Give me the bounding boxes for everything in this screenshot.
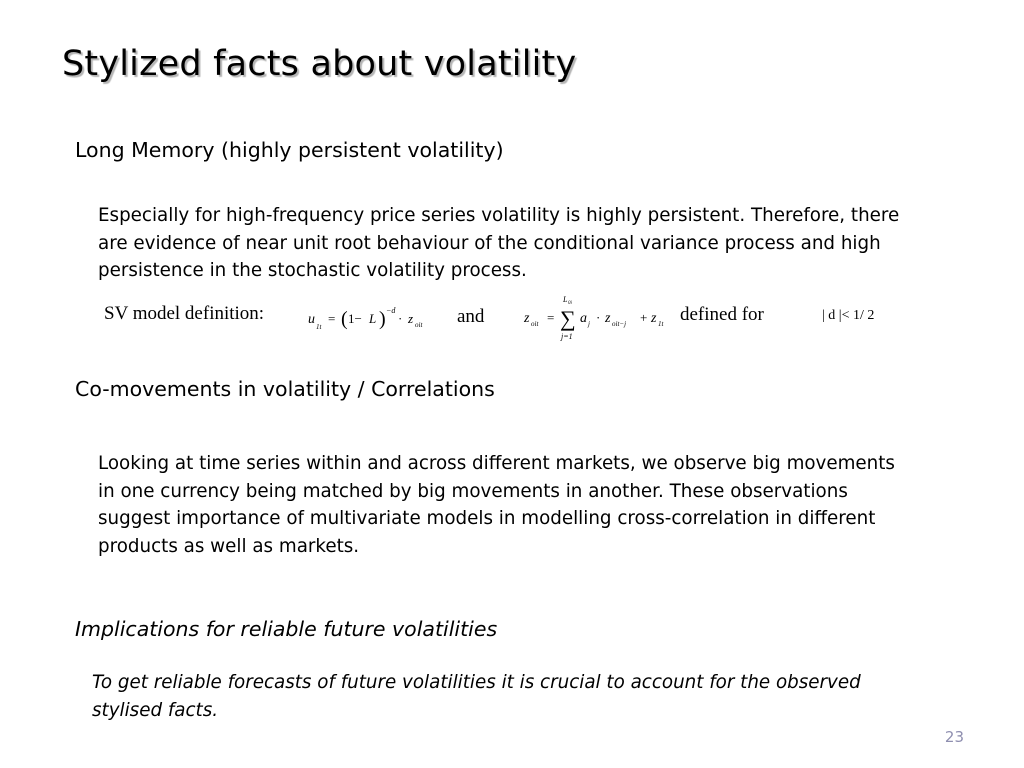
co-movements-paragraph	[98, 450, 998, 560]
paragraph-line: persistence in the stochastic volatility process.	[98, 260, 527, 281]
paragraph-line: To get reliable forecasts of future volatilities it is crucial to account for the observed	[92, 672, 861, 693]
eq1-dot: ·	[398, 311, 403, 326]
eq2-a: a	[580, 311, 587, 326]
slide-title: Stylized facts about volatility	[62, 44, 577, 84]
long-memory-heading: Long Memory (highly persistent volatility)	[75, 138, 504, 162]
eq1-close-paren: )	[379, 308, 386, 330]
eq1-z: z	[408, 311, 414, 326]
paragraph-line: Especially for high-frequency price series volatility is highly persistent. Therefore, there	[98, 205, 900, 226]
sv-equation	[300, 296, 440, 342]
eq2-lhs: z	[524, 311, 530, 326]
eq2-equals: =	[547, 310, 555, 325]
eq2-sigma: ∑	[560, 306, 576, 331]
eq2-z2: z	[651, 311, 657, 326]
paragraph-line: are evidence of near unit root behaviour of the conditional variance process and high	[98, 232, 881, 254]
eq1-equals: =	[328, 311, 336, 326]
paragraph-line: suggest importance of multivariate models in modelling cross-correlation in different	[98, 508, 876, 529]
eq2-lhs-sub: oit	[531, 320, 539, 328]
d-condition-equation	[820, 302, 900, 326]
z-equation	[516, 290, 678, 344]
eq2-lower: j=1	[561, 332, 573, 341]
eq2-a-sub: j	[588, 320, 590, 328]
implications-heading: Implications for reliable future volatilities	[75, 617, 498, 641]
eq1-one-minus: 1−	[348, 311, 362, 326]
eq1-lhs: u	[308, 312, 315, 327]
paragraph-line: stylised facts.	[92, 699, 219, 721]
eq2-dot: ·	[596, 310, 601, 325]
eq1-z-sub: oit	[415, 321, 423, 329]
sv-model-label: SV model definition:	[104, 303, 265, 324]
eq2-z: z	[605, 311, 611, 326]
eq1-open-paren: (	[341, 308, 348, 330]
paragraph-line: products as well as markets.	[98, 535, 360, 557]
paragraph-line: Looking at time series within and across different markets, we observe big movements	[98, 453, 895, 474]
eq2-z2-sub: 1t	[658, 320, 664, 328]
eq3-text: | d |< 1/ 2	[822, 308, 875, 323]
co-movements-heading: Co-movements in volatility / Correlations	[75, 377, 495, 401]
eq1-exponent: −d	[386, 306, 396, 315]
eq1-lag: L	[369, 311, 377, 326]
and-word: and	[457, 306, 485, 327]
defined-for-text: defined for	[680, 304, 764, 325]
implications-paragraph	[92, 669, 992, 724]
eq1-lhs-sub: 1t	[316, 323, 322, 331]
slide-number: 23	[944, 728, 964, 746]
paragraph-line: in one currency being matched by big movements in another. These observations	[98, 480, 848, 502]
eq2-upper-sub: 0i	[568, 301, 572, 306]
eq2-plus: +	[640, 310, 648, 325]
eq2-z-sub: oit−j	[612, 320, 627, 328]
long-memory-paragraph	[98, 202, 998, 285]
eq2-upper: L	[563, 295, 568, 304]
